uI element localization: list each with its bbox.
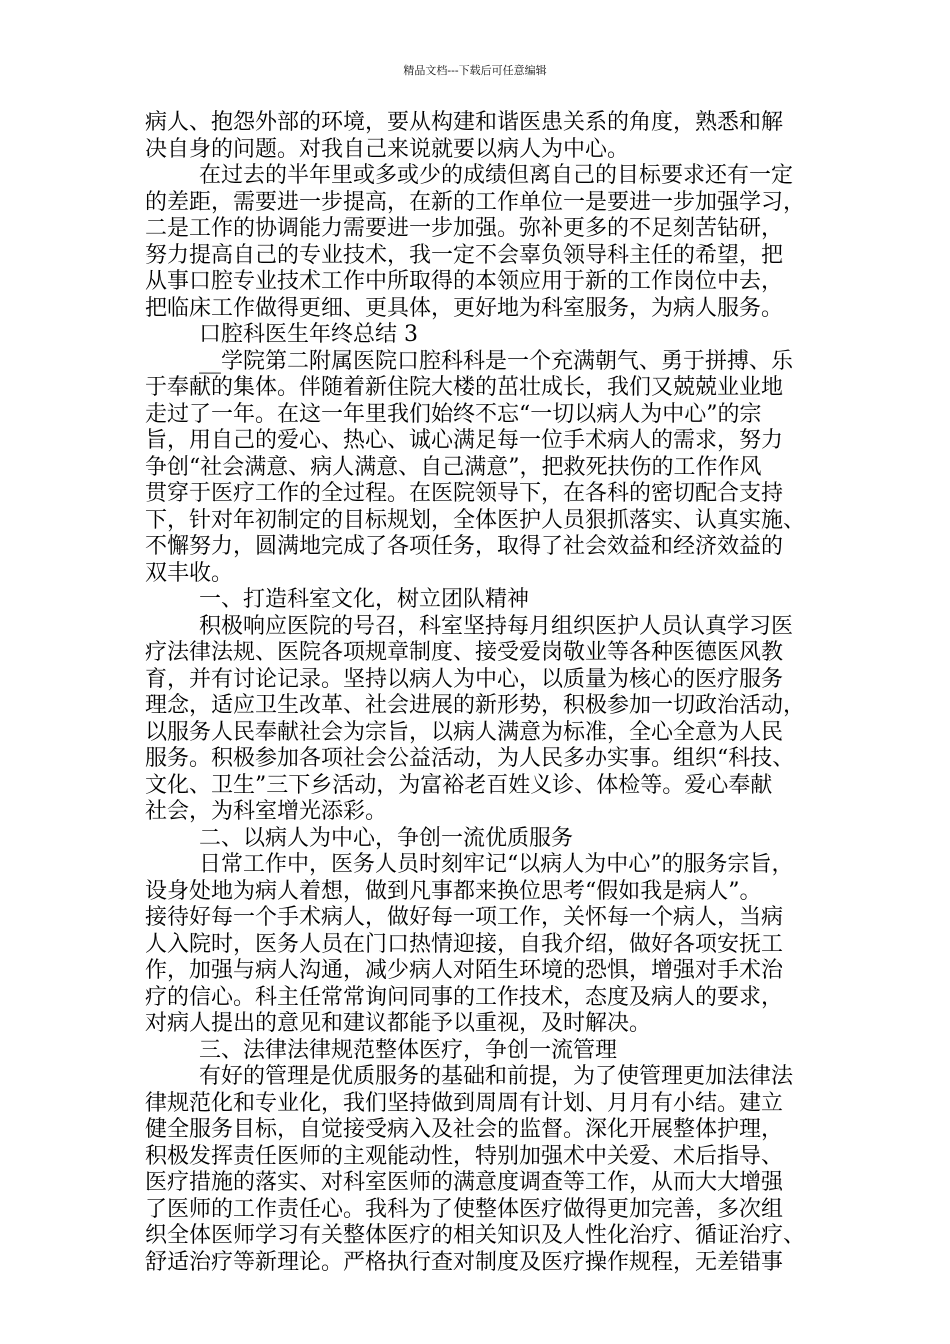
text-line: 了医师的工作责任心。我科为了使整体医疗做得更加完善，多次组: [145, 1196, 784, 1222]
text-line: 对病人提出的意见和建议都能予以重视，及时解决。: [145, 1011, 652, 1036]
text-line: 争创“社会满意、病人满意、自己满意”，把救死扶伤的工作作风: [145, 454, 762, 480]
text-line: 舒适治疗等新理论。严格执行查对制度及医疗操作规程，无差错事: [145, 1249, 784, 1275]
text-line: 口腔科医生年终总结 3: [199, 322, 418, 347]
text-line: 疗的信心。科主任常常询问同事的工作技术，态度及病人的要求，: [145, 984, 784, 1010]
text-line: 理念，适应卫生改革、社会进展的新形势，积极参加一切政治活动，: [145, 693, 806, 718]
text-line: 医疗措施的落实、对科室医师的满意度调查等工作，从而大大增强: [145, 1170, 784, 1195]
text-line: 不懈努力，圆满地完成了各项任务，取得了社会效益和经济效益的: [145, 534, 784, 559]
text-line: 疗法律法规、医院各项规章制度、接受爱岗敬业等各种医德医风教: [145, 640, 784, 665]
text-line: 作，加强与病人沟通，减少病人对陌生环境的恐惧，增强对手术治: [145, 958, 784, 983]
text-line: 以服务人民奉献社会为宗旨，以病人满意为标准，全心全意为人民: [145, 719, 784, 745]
text-line: 织全体医师学习有关整体医疗的相关知识及人性化治疗、循证治疗、: [145, 1223, 806, 1248]
text-line: 律规范化和专业化，我们坚持做到周周有计划、月月有小结。建立: [145, 1090, 784, 1116]
text-line: 文化、卫生”三下乡活动，为富裕老百姓义诊、体检等。爱心奉献: [145, 772, 773, 798]
text-line: 双丰收。: [145, 560, 234, 586]
text-line: 二是工作的协调能力需要进一步加强。弥补更多的不足刻苦钻研，: [145, 216, 784, 241]
text-line: 社会，为科室增光添彩。: [145, 799, 388, 824]
page-header: 精品文档---下载后可任意编辑: [403, 64, 547, 77]
text-line: 有好的管理是优质服务的基础和前提，为了使管理更加法律法: [199, 1064, 794, 1089]
text-line: 一、打造科室文化，树立团队精神: [199, 587, 530, 612]
text-line: 人入院时，医务人员在门口热情迎接，自我介绍，做好各项安抚工: [145, 931, 784, 957]
text-line: 的差距，需要进一步提高，在新的工作单位一是要进一步加强学习，: [145, 189, 806, 215]
text-line: 健全服务目标，自觉接受病入及社会的监督。深化开展整体护理，: [145, 1117, 784, 1142]
text-line: 接待好每一个手术病人，做好每一项工作，关怀每一个病人，当病: [145, 905, 784, 930]
text-line: 育，并有讨论记录。坚持以病人为中心，以质量为核心的医疗服务: [145, 666, 784, 692]
text-line: 三、法律法律规范整体医疗，争创一流管理: [199, 1037, 618, 1063]
text-line: 在过去的半年里或多或少的成绩但离自己的目标要求还有一定: [199, 163, 794, 188]
text-line: 把临床工作做得更细、更具体，更好地为科室服务，为病人服务。: [145, 295, 784, 321]
text-line: 病人、抱怨外部的环境，要从构建和谐医患关系的角度，熟悉和解: [145, 110, 784, 135]
text-line: 走过了一年。在这一年里我们始终不忘“一切以病人为中心”的宗: [145, 401, 762, 427]
text-line: 于奉献的集体。伴随着新住院大楼的茁壮成长，我们又兢兢业业地: [145, 375, 784, 400]
text-line: 服务。积极参加各项社会公益活动，为人民多办实事。组织“科技、: [145, 746, 795, 771]
text-line: 努力提高自己的专业技术，我一定不会辜负领导科主任的希望，把: [145, 242, 784, 268]
text-line: 设身处地为病人着想，做到凡事都来换位思考“假如我是病人”。: [145, 878, 762, 904]
text-line: __学院第二附属医院口腔科科是一个充满朝气、勇于拼搏、乐: [199, 348, 794, 374]
text-line: 下，针对年初制定的目标规划，全体医护人员狠抓落实、认真实施、: [145, 507, 806, 533]
text-line: 旨，用自己的爱心、热心、诚心满足每一位手术病人的需求，努力: [145, 428, 784, 453]
text-line: 从事口腔专业技术工作中所取得的本领应用于新的工作岗位中去，: [145, 269, 784, 294]
text-line: 决自身的问题。对我自己来说就要以病人为中心。: [145, 136, 630, 162]
text-line: 积极响应医院的号召，科室坚持每月组织医护人员认真学习医: [199, 613, 794, 639]
text-line: 贯穿于医疗工作的全过程。在医院领导下，在各科的密切配合支持: [145, 481, 784, 506]
text-line: 积极发挥责任医师的主观能动性，特别加强术中关爱、术后指导、: [145, 1143, 784, 1169]
text-line: 二、以病人为中心，争创一流优质服务: [199, 825, 574, 851]
text-line: 日常工作中，医务人员时刻牢记“以病人为中心”的服务宗旨，: [199, 852, 794, 877]
document-body: [145, 110, 813, 1276]
